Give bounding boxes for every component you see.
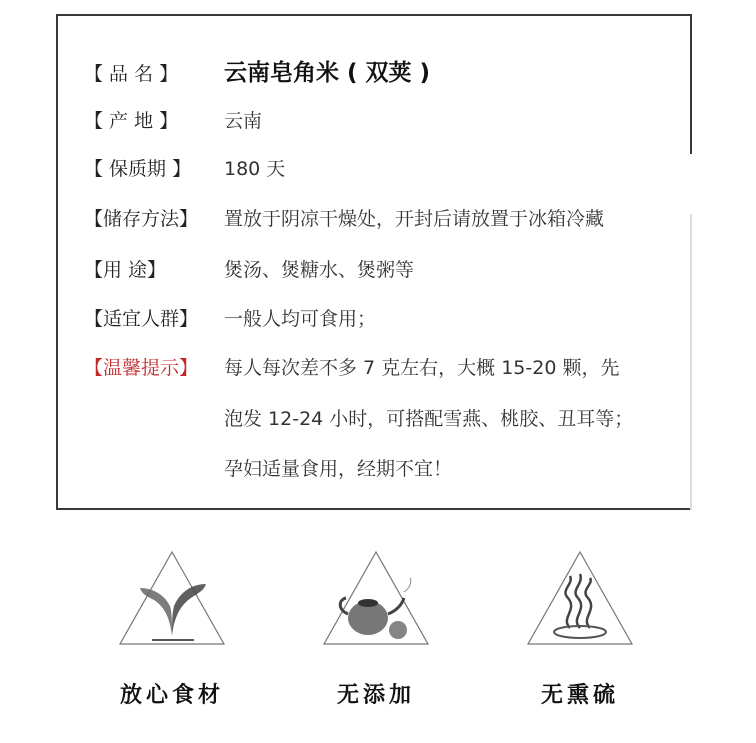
spec-value: 云南 bbox=[224, 110, 263, 132]
feature-label: 无添加 bbox=[336, 683, 415, 708]
spec-label: 【 产 地 】 bbox=[84, 110, 179, 132]
card-border-top bbox=[56, 14, 692, 16]
spec-value: 一般人均可食用； bbox=[224, 308, 377, 330]
tips-label: 【温馨提示】 bbox=[84, 357, 199, 379]
feature-icons bbox=[0, 540, 756, 740]
product-name: 云南皂角米 ( 双荚 ) bbox=[224, 60, 431, 86]
spec-value: 每人每次差不多 7 克左右，大概 15-20 颗，先 bbox=[224, 357, 620, 379]
spec-value: 煲汤、煲糖水、煲粥等 bbox=[224, 259, 415, 281]
spec-label: 【适宜人群】 bbox=[84, 308, 199, 330]
card-border-left bbox=[56, 14, 58, 510]
product-info-card bbox=[56, 14, 692, 510]
smoke-icon bbox=[520, 548, 640, 648]
spec-row-name bbox=[84, 54, 430, 87]
card-border-right bbox=[690, 14, 692, 154]
spec-label: 【 品 名 】 bbox=[84, 63, 179, 85]
spec-label: 【储存方法】 bbox=[84, 208, 199, 230]
card-border-right-faint bbox=[690, 214, 692, 510]
teapot-icon bbox=[316, 548, 436, 648]
spec-row-storage bbox=[84, 204, 604, 231]
spec-label: 【用 途】 bbox=[84, 259, 167, 281]
feature-no-worry bbox=[92, 548, 252, 709]
feature-no-sulfur bbox=[500, 548, 660, 709]
spec-row-usage bbox=[84, 255, 414, 282]
spec-value: 180 天 bbox=[224, 158, 286, 180]
spec-row-origin bbox=[84, 106, 262, 133]
leaf-icon bbox=[112, 548, 232, 648]
spec-label: 【 保质期 】 bbox=[84, 158, 192, 180]
tip-line: 孕妇适量食用，经期不宜！ bbox=[224, 458, 453, 480]
feature-label: 无熏硫 bbox=[540, 683, 619, 708]
spec-row-tips bbox=[84, 353, 619, 380]
spec-row-audience bbox=[84, 304, 376, 331]
tip-line: 泡发 12-24 小时，可搭配雪燕、桃胶、丑耳等； bbox=[224, 408, 634, 430]
spec-value: 置放于阴凉干燥处，开封后请放置于冰箱冷藏 bbox=[224, 208, 605, 230]
feature-label: 放心食材 bbox=[119, 683, 224, 708]
feature-no-additives bbox=[296, 548, 456, 709]
card-border-bottom bbox=[56, 508, 692, 510]
spec-row-shelf-life bbox=[84, 154, 285, 181]
